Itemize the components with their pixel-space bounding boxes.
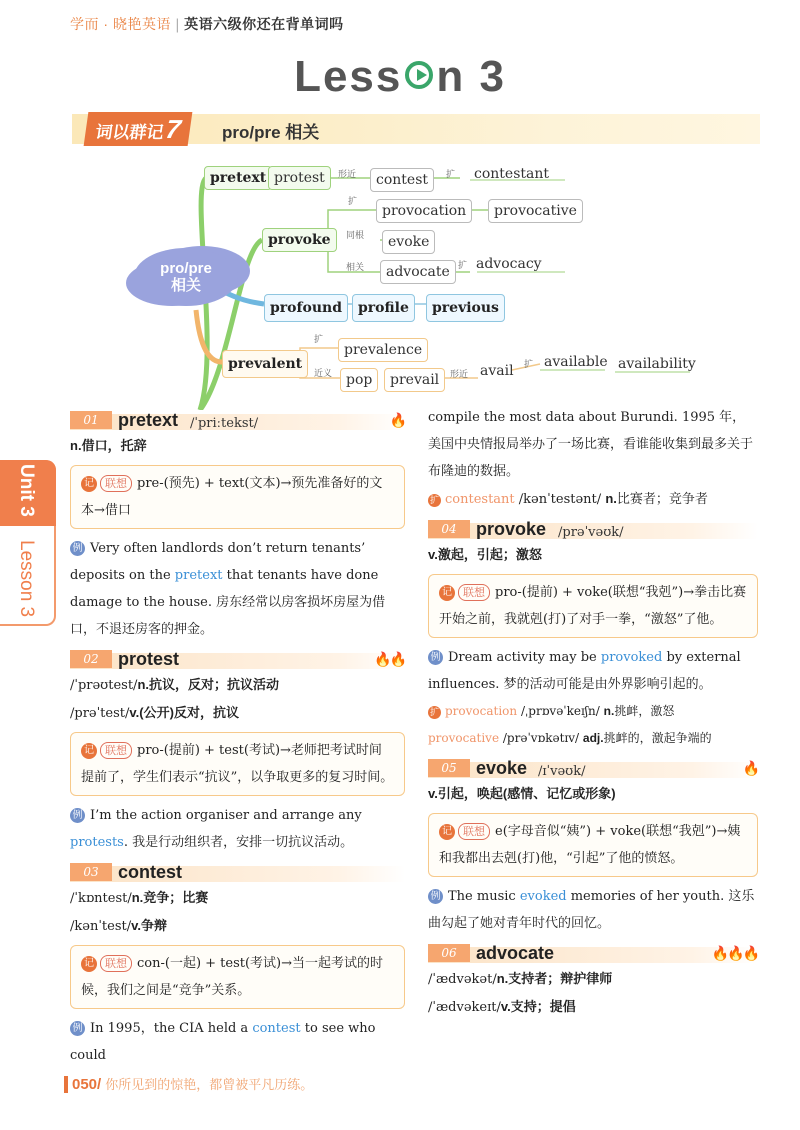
- node-contest: contest: [370, 168, 434, 192]
- node-contestant: contestant: [474, 166, 549, 182]
- mnemonic-label: 联想: [100, 955, 132, 972]
- side-unit-label: Unit 3: [16, 464, 37, 517]
- lesson-title: [0, 52, 800, 102]
- pos: n.: [70, 438, 82, 453]
- example-cn: 梦的活动可能是由外界影响引起的。: [503, 677, 712, 692]
- entry-04-heading: [428, 517, 758, 541]
- tag-kuo-4: 扩: [314, 334, 324, 344]
- extension-ipa: /prəˈvɒkətɪv/: [502, 731, 580, 745]
- mindmap-center-line1: pro/pre: [160, 260, 212, 277]
- extension: [428, 698, 758, 725]
- mnemonic-icon: 记: [81, 743, 97, 759]
- tag-xiangguan: 相关: [346, 262, 365, 272]
- definition: 激起，引起；激怒: [437, 547, 542, 562]
- example-en: that tenants have done damage to the house.: [70, 568, 379, 610]
- page-footer: [64, 1074, 313, 1093]
- footer-quote: 你所见到的惊艳，都曾被平凡历练。: [105, 1078, 314, 1093]
- node-provocation: provocation: [376, 199, 472, 223]
- entry-number: 06: [428, 944, 470, 962]
- mnemonic-box: [70, 465, 405, 529]
- example-icon: 例: [70, 808, 85, 823]
- left-column: [70, 404, 405, 1069]
- extension-pos: n.: [603, 704, 615, 718]
- mnemonic-icon: 记: [81, 476, 97, 492]
- example-en: The music: [448, 889, 516, 904]
- pos: n.: [131, 890, 144, 905]
- example: [428, 644, 758, 698]
- node-pop: pop: [340, 368, 378, 392]
- tag-kuo-5: 扩: [524, 359, 534, 369]
- frequency-flame-icon: 🔥🔥: [374, 652, 405, 668]
- mnemonic-label: 联想: [458, 584, 490, 601]
- play-icon[interactable]: [405, 61, 433, 89]
- entry-number: 01: [70, 411, 112, 429]
- tag-jinyi: 近义: [314, 368, 333, 378]
- mindmap-center: [134, 248, 238, 306]
- entry-word: contest: [118, 862, 183, 882]
- example-en: I’m the action organiser and arrange any: [90, 808, 362, 823]
- mnemonic-label: 联想: [100, 742, 132, 759]
- extension-icon: 扩: [429, 495, 439, 505]
- node-provocative: provocative: [488, 199, 583, 223]
- example-en: .: [123, 835, 128, 850]
- example-highlight: contest: [252, 1021, 301, 1036]
- entry-ipa: /prəˈvəʊk/: [558, 525, 624, 540]
- group-label: 词以群记: [94, 123, 165, 142]
- node-prevalence: prevalence: [338, 338, 428, 362]
- node-advocate: advocate: [380, 260, 456, 284]
- entry-number: 02: [70, 650, 112, 668]
- tag-kuo-1: 扩: [446, 169, 456, 179]
- tag-kuo-3: 扩: [458, 260, 468, 270]
- entry-02-heading: [70, 647, 405, 671]
- entry-word: pretext: [118, 410, 179, 430]
- lesson-title-prefix: Less: [294, 52, 403, 101]
- mnemonic-icon: 记: [81, 956, 97, 972]
- frequency-flame-icon: 🔥: [389, 413, 405, 429]
- node-profound: profound: [264, 294, 348, 322]
- entry-number: 04: [428, 520, 470, 538]
- right-column: [428, 404, 758, 1021]
- mnemonic-box: [70, 945, 405, 1009]
- tag-kuo-2: 扩: [348, 196, 358, 206]
- node-previous: previous: [426, 294, 505, 322]
- mindmap-center-line2: 相关: [170, 277, 201, 294]
- extension-word: provocation: [445, 704, 518, 718]
- entry-number: 05: [428, 759, 470, 777]
- mnemonic-text: pro-(提前) + test(考试)→老师把考试时间提前了，学生们表示“抗议”，以争取更多的复习时间。: [81, 743, 394, 785]
- example-icon: 例: [70, 541, 85, 556]
- ipa: /ˈædvəkeɪt/: [428, 1000, 501, 1015]
- entry-word: protest: [118, 649, 180, 669]
- side-lesson-label: Lesson 3: [16, 540, 37, 618]
- entry-number: 03: [70, 863, 112, 881]
- example-cn: 我是行动组织者，安排一切抗议活动。: [132, 835, 354, 850]
- example-en: In 1995，the CIA held a: [90, 1021, 249, 1036]
- node-advocacy: advocacy: [476, 256, 542, 272]
- definition: 支持；提倡: [510, 999, 576, 1014]
- example-en: to see who could: [70, 1021, 376, 1063]
- mnemonic-icon: 记: [439, 824, 455, 840]
- group-badge: [84, 112, 193, 146]
- entry-word: evoke: [476, 758, 528, 778]
- frequency-flame-icon: 🔥🔥🔥: [711, 946, 758, 962]
- node-prevalent: prevalent: [222, 350, 308, 378]
- example-icon: 例: [428, 650, 443, 665]
- example-en: compile the most data about Burundi.: [428, 410, 678, 425]
- ipa: /ˈædvəkət/: [428, 972, 497, 987]
- pos: v.: [500, 999, 511, 1014]
- mnemonic-label: 联想: [458, 823, 490, 840]
- example-en: Very often landlords don’t return tenants’ deposits on the: [70, 541, 366, 583]
- mnemonic-text: e(字母音似“姨”) + voke(联想“我剋”)→姨和我都出去剋(打)他，“引起”了他的愤怒。: [439, 824, 741, 866]
- header-book-title: 英语六级你还在背单词吗: [184, 16, 344, 32]
- definition: 抗议，反对；抗议活动: [149, 677, 280, 692]
- entry-ipa: /ɪˈvəʊk/: [538, 764, 586, 779]
- example-icon: 例: [428, 889, 443, 904]
- pos: v.: [129, 705, 140, 720]
- header-separator: |: [174, 17, 181, 33]
- node-provoke: provoke: [262, 228, 337, 252]
- example-icon: 例: [70, 1021, 85, 1036]
- example-en: by external influences.: [428, 650, 741, 692]
- extension-ipa: /kənˈtestənt/: [518, 492, 602, 507]
- side-unit: [0, 460, 56, 526]
- example-en: memories of her youth.: [570, 889, 725, 904]
- pos: v.: [428, 547, 438, 562]
- frequency-flame-icon: 🔥: [742, 761, 758, 777]
- entry-01-heading: [70, 408, 405, 432]
- entry-word: provoke: [476, 519, 547, 539]
- extension-def: 比赛者；竞争者: [616, 492, 708, 507]
- ipa: /ˈkɒntest/: [70, 891, 132, 906]
- mnemonic-box: [428, 574, 758, 638]
- page-number: 050/: [64, 1076, 101, 1093]
- example: [70, 1015, 405, 1069]
- example-highlight: pretext: [174, 568, 223, 583]
- example-highlight: protests: [70, 835, 124, 850]
- group-title: pro/pre 相关: [222, 123, 320, 142]
- mnemonic-text: pre-(预先) + text(文本)→预先准备好的文本→借口: [81, 476, 383, 518]
- node-avail: avail: [480, 363, 514, 379]
- example: [70, 802, 405, 856]
- pos: v.: [131, 918, 141, 933]
- node-prevail: prevail: [384, 368, 445, 392]
- extension-word: contestant: [445, 492, 515, 507]
- ipa: /prəˈtest/: [70, 706, 130, 721]
- group-number: 7: [163, 114, 183, 144]
- entry-word: advocate: [476, 943, 555, 963]
- example-highlight: evoked: [519, 889, 567, 904]
- node-available: available: [544, 354, 608, 370]
- extension-def: 挑衅的，激起争端的: [603, 731, 712, 745]
- extension: [428, 485, 758, 513]
- extension: [428, 725, 758, 752]
- node-profile: profile: [352, 294, 415, 322]
- example: [70, 535, 405, 643]
- node-protest: protest: [268, 166, 331, 190]
- example-cn: 房东经常以房客损坏房屋为借口，不退还房客的押金。: [70, 595, 386, 637]
- ipa: /ˈprəʊtest/: [70, 678, 138, 693]
- node-availability: availability: [618, 356, 696, 372]
- definition: 争辩: [140, 918, 167, 933]
- mnemonic-label: 联想: [100, 475, 132, 492]
- entry-ipa: /ˈpriːtekst/: [190, 416, 259, 431]
- node-evoke: evoke: [382, 230, 435, 254]
- header-brand: 学而 · 晓艳英语: [70, 16, 171, 32]
- tag-xingjin-2: 形近: [450, 369, 469, 379]
- definition: (公开)反对，抗议: [139, 705, 239, 720]
- example-en: Dream activity may be: [448, 650, 597, 665]
- extension-pos: adj.: [582, 731, 604, 745]
- mnemonic-text: con-(一起) + test(考试)→当一起考试的时候，我们之间是“竞争”关系。: [81, 956, 384, 998]
- example-cn: 1995 年，美国中央情报局举办了一场比赛，看谁能收集到最多关于布隆迪的数据。: [428, 410, 754, 479]
- pos: v.: [428, 786, 438, 801]
- entry-05-heading: [428, 756, 758, 780]
- example-cn: 这乐曲勾起了她对青年时代的回忆。: [428, 889, 755, 931]
- extension-icon: 扩: [429, 707, 439, 717]
- example-highlight: provoked: [600, 650, 663, 665]
- mnemonic-icon: 记: [439, 585, 455, 601]
- entry-06-heading: [428, 941, 758, 965]
- pos: n.: [496, 971, 509, 986]
- extension-def: 挑衅，激怒: [614, 704, 675, 718]
- tag-tonggen: 同根: [346, 230, 365, 240]
- mnemonic-box: [70, 732, 405, 796]
- extension-word: provocative: [428, 731, 500, 745]
- example-continuation: [428, 404, 758, 485]
- extension-ipa: /ˌprɒvəˈkeɪʃn/: [520, 704, 600, 718]
- running-header: [70, 14, 344, 34]
- definition: 借口，托辞: [81, 438, 147, 453]
- mnemonic-text: pro-(提前) + voke(联想“我剋”)→拳击比赛开始之前，我就剋(打)了对手一拳，“激怒”了他。: [439, 585, 747, 627]
- entry-03-heading: [70, 860, 405, 884]
- pos: n.: [137, 677, 149, 692]
- definition: 引起，唤起(感情、记忆或形象): [437, 786, 616, 801]
- lesson-title-suffix: n 3: [436, 52, 506, 101]
- mnemonic-box: [428, 813, 758, 877]
- definition: 支持者；辩护律师: [508, 971, 613, 986]
- definition: 竞争；比赛: [143, 890, 209, 905]
- extension-pos: n.: [605, 491, 617, 506]
- example: [428, 883, 758, 937]
- node-pretext: pretext: [204, 166, 272, 190]
- tag-xingjin-1: 形近: [338, 169, 357, 179]
- ipa: /kənˈtest/: [70, 919, 132, 934]
